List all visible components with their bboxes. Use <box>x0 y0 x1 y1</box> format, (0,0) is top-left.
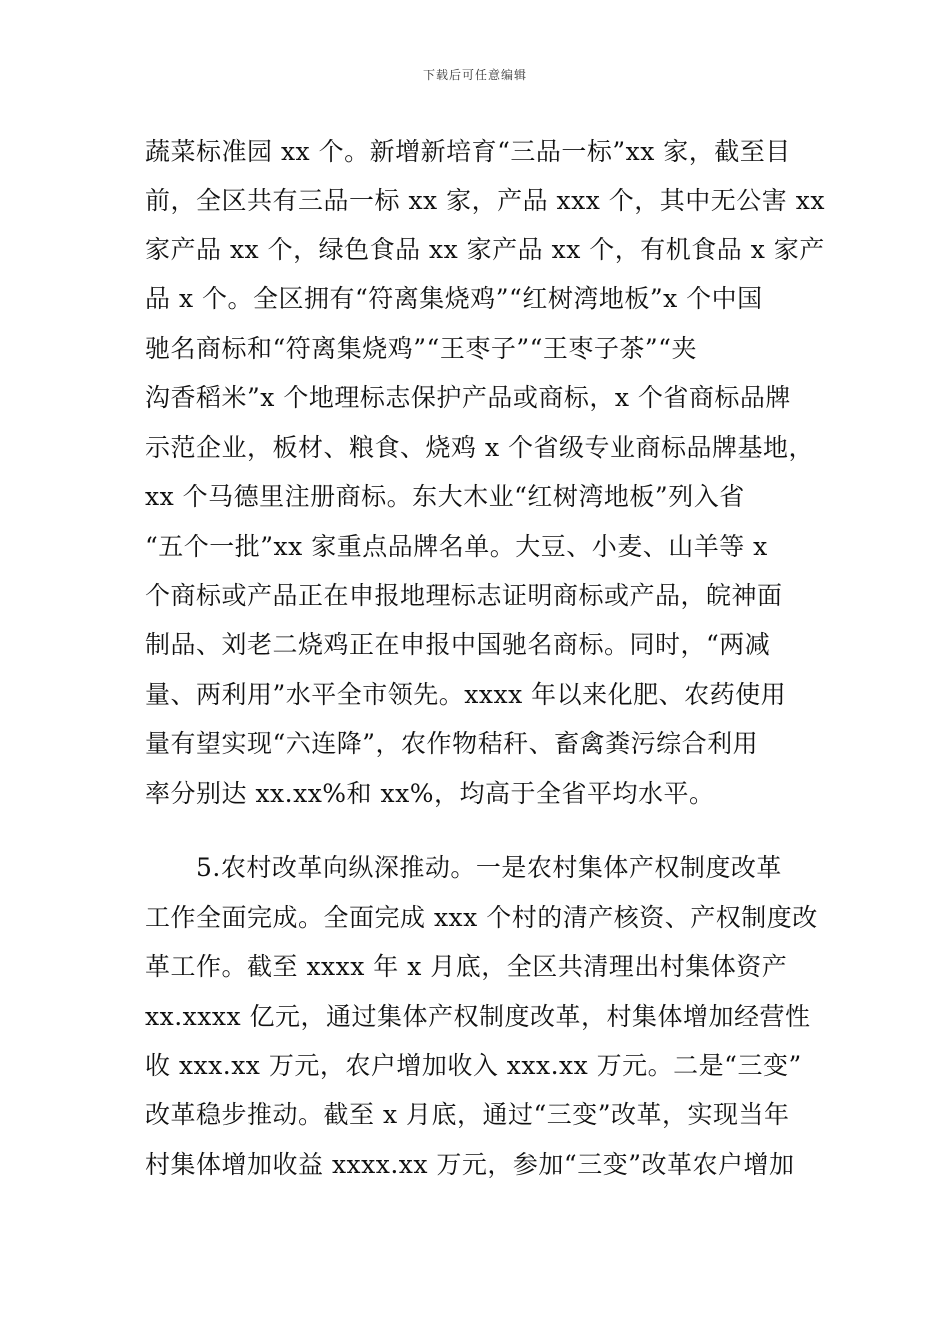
text-line: 品 x 个。全区拥有“符离集烧鸡”“红树湾地板”x 个中国 <box>145 284 763 313</box>
text-line: 村集体增加收益 xxxx.xx 万元，参加“三变”改革农户增加 <box>145 1150 795 1179</box>
text-line: xx 个马德里注册商标。东大木业“红树湾地板”列入省 <box>145 482 745 511</box>
text-line: 率分别达 xx.xx%和 xx%，均高于全省平均水平。 <box>145 779 715 808</box>
text-line: 示范企业，板材、粮食、烧鸡 x 个省级专业商标品牌基地， <box>145 433 814 462</box>
text-line: 革工作。截至 xxxx 年 x 月底，全区共清理出村集体资产 <box>145 952 788 981</box>
text-line: 工作全面完成。全面完成 xxx 个村的清产核资、产权制度改 <box>145 903 818 932</box>
text-line: 5.农村改革向纵深推动。一是农村集体产权制度改革 <box>196 853 782 882</box>
text-line: 改革稳步推动。截至 x 月底，通过“三变”改革，实现当年 <box>145 1100 790 1129</box>
text-line: 收 xxx.xx 万元，农户增加收入 xxx.xx 万元。二是“三变” <box>145 1051 802 1080</box>
text-line: 个商标或产品正在申报地理标志证明商标或产品，皖神面 <box>145 581 783 610</box>
text-line: 驰名商标和“符离集烧鸡”“王枣子”“王枣子茶”“夹 <box>145 334 697 363</box>
text-line: xx.xxxx 亿元，通过集体产权制度改革，村集体增加经营性 <box>145 1002 811 1031</box>
text-line: 量有望实现“六连降”，农作物秸秆、畜禽粪污综合利用 <box>145 729 759 758</box>
text-line: 量、两利用”水平全市领先。xxxx 年以来化肥、农药使用 <box>145 680 787 709</box>
text-line: 蔬菜标准园 xx 个。新增新培育“三品一标”xx 家，截至目 <box>145 137 791 166</box>
text-line: 家产品 xx 个，绿色食品 xx 家产品 xx 个，有机食品 x 家产 <box>145 235 825 264</box>
text-line: 沟香稻米”x 个地理标志保护产品或商标，x 个省商标品牌 <box>145 383 791 412</box>
text-line: 前，全区共有三品一标 xx 家，产品 xxx 个，其中无公害 xx <box>145 186 825 215</box>
page-header: 下载后可任意编辑 <box>422 68 527 82</box>
text-line: “五个一批”xx 家重点品牌名单。大豆、小麦、山羊等 x <box>145 532 768 561</box>
text-line: 制品、刘老二烧鸡正在申报中国驰名商标。同时，“两减 <box>145 630 771 659</box>
